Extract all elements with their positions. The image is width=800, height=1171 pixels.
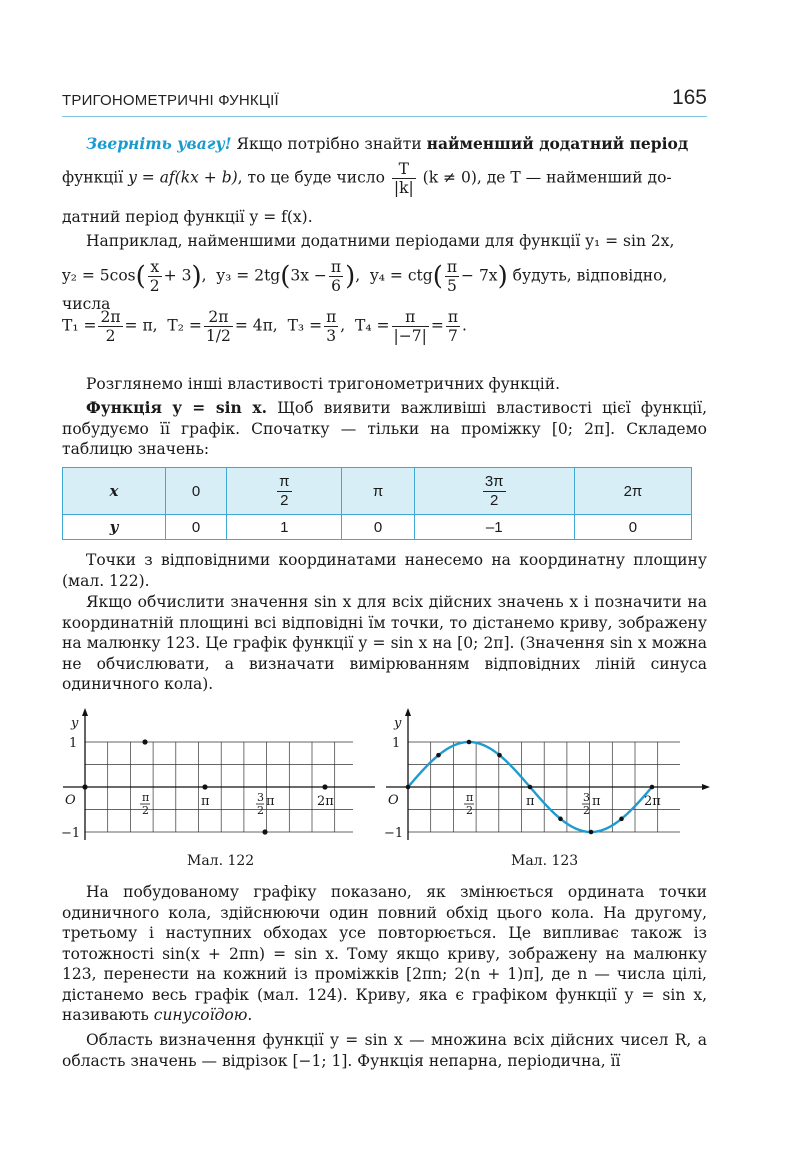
tick-label-3pi-half-den: 2: [583, 804, 590, 817]
tick-label-pi: π: [526, 794, 535, 809]
data-point: [436, 753, 441, 758]
data-point: [589, 830, 594, 835]
data-point: [142, 739, 147, 744]
tick-label-minus-1: −1: [384, 826, 404, 841]
tick-label-2pi: 2π: [644, 794, 661, 809]
graph-paragraph: Якщо обчислити значення sin x для всіх дійсних значень x і позначити на координатній площині всі відповідні їм точки, то дістанемо криву, зображену на малюнку 123. Це графік функції y = sin x на [0; 2π]. (Значення sin x можна не обчислювати, а визначати вимірюванням відповідних ліній синуса одиничного кола).: [62, 593, 707, 693]
values-table: [62, 467, 692, 540]
data-point: [558, 817, 563, 822]
table-row-y: [63, 515, 692, 540]
tick-label-pi-half-num: π: [142, 791, 150, 804]
figure-122: [55, 705, 375, 855]
y-axis-label: y: [71, 716, 79, 731]
attention-tail-line: датний період функції y = f(x).: [62, 208, 313, 226]
tick-label-1: 1: [69, 736, 78, 751]
table-cell: –1: [414, 515, 574, 540]
tick-label-3pi-half-pi: π: [592, 794, 601, 809]
table-cell: $\frac{\pi}{2}$: [227, 468, 342, 515]
data-point: [619, 817, 624, 822]
table-header-y: y: [63, 515, 166, 540]
examples-line-2: y₂ = 5cos( $\frac{x}{2}$ + 3), y₃ = 2tg(3x − $\frac{\pi}{6}$ ), y₄ = ctg( $\frac{\pi}{5}$ − 7x) будуть, відповідно, числа: [62, 258, 668, 313]
tick-label-2pi: 2π: [317, 794, 334, 809]
tick-label-3pi-half-pi: π: [266, 794, 275, 809]
tick-label-3pi-half-den: 2: [257, 804, 264, 817]
tick-label-1: 1: [392, 736, 401, 751]
data-point: [202, 784, 207, 789]
other-properties-line: Розглянемо інші властивості тригонометричних функцій.: [86, 375, 560, 393]
y-axis-arrow: [405, 708, 411, 716]
examples-line-1: Наприклад, найменшими додатними періодами для функції y₁ = sin 2x,: [86, 232, 675, 250]
tick-label-pi-half-num: π: [466, 791, 474, 804]
table-cell: 0: [574, 515, 691, 540]
data-point: [322, 784, 327, 789]
running-header: [62, 88, 707, 117]
smallest-period-term: найменший додатний період: [426, 134, 689, 153]
data-point: [467, 740, 472, 745]
tick-label-pi: π: [201, 794, 210, 809]
sinusoid-term: синусоїдою: [153, 1006, 248, 1024]
tick-label-pi-half-den: 2: [466, 804, 473, 817]
origin-label: O: [65, 793, 76, 808]
tick-label-pi-half-den: 2: [142, 804, 149, 817]
domain-paragraph: Область визначення функції y = sin x — множина всіх дійсних чисел R, а область значень — відрізок [−1; 1]. Функція непарна, періодична, її: [62, 1031, 707, 1070]
attention-formula-line: функції y = af(kx + b), то це буде число $\frac{T}{|k|}$ (k ≠ 0), де T — найменший до-: [62, 160, 672, 197]
general-function-formula: y = af(kx + b): [128, 168, 238, 187]
table-cell: 0: [166, 468, 227, 515]
data-point: [262, 829, 267, 834]
data-point: [406, 785, 411, 790]
table-cell: 0: [166, 515, 227, 540]
periods-line: T₁ = $\frac{2\pi}{2}$ = π, T₂ = $\frac{2\pi}{1/2}$ = 4π, T₃ = $\frac{\pi}{3}$ , T₄ = $\frac{\pi}{|-7|}$ = $\frac{\pi}{7}$ .: [62, 308, 467, 345]
tick-label-3pi-half-num: 3: [257, 791, 264, 804]
table-cell: 0: [342, 515, 414, 540]
data-point: [528, 785, 533, 790]
sine-function-paragraph: Функція y = sin x. Щоб виявити важливіші властивості цієї функції, побудуємо її графік. Спочатку — тільки на проміжку [0; 2π]. Складемо таблицю значень:: [62, 398, 707, 458]
caption-122: Мал. 122: [187, 853, 255, 869]
y-axis-label: y: [394, 716, 402, 731]
table-header-x: x: [63, 468, 166, 515]
caption-123: Мал. 123: [511, 853, 579, 869]
table-cell: 2π: [574, 468, 691, 515]
data-point: [497, 753, 502, 758]
y-axis-arrow: [82, 708, 88, 716]
data-point: [650, 785, 655, 790]
table-cell: π: [342, 468, 414, 515]
points-paragraph: Точки з відповідними координатами нанесемо на координатну площину (мал. 122).: [62, 551, 707, 590]
table-cell: 1: [227, 515, 342, 540]
sine-function-heading: Функція y = sin x.: [86, 398, 268, 417]
sinusoid-paragraph: На побудованому графіку показано, як змінюється ордината точки одиничного кола, здійснюючи один повний обхід цього кола. На другому, третьому і наступних обходах усе повторюється. Це випливає також із тотожності sin(x + 2πn) = sin x. Тому якщо криву, зображену на малюнку 123, перенести на кожний із проміжків [2πn; 2(n + 1)π], де n — числа цілі, дістанемо весь графік (мал. 124). Криву, яка є графіком функції y = sin x, називають синусоїдою.: [62, 883, 707, 1024]
table-row-x: [63, 468, 692, 515]
data-point: [82, 784, 87, 789]
attention-paragraph: Зверніть увагу! Якщо потрібно знайти найменший додатний період: [86, 134, 689, 153]
period-fraction: $\frac{T}{|k|}$: [393, 160, 414, 197]
origin-label: O: [388, 793, 399, 808]
tick-label-minus-1: −1: [61, 826, 81, 841]
tick-label-3pi-half-num: 3: [583, 791, 590, 804]
figure-123: [380, 705, 710, 855]
page-number: 165: [671, 86, 707, 109]
chapter-title: ТРИГОНОМЕТРИЧНІ ФУНКЦІЇ: [62, 92, 279, 109]
attention-label: Зверніть увагу!: [86, 134, 232, 153]
x-axis-arrow: [702, 784, 710, 790]
table-cell: $\frac{3\pi}{2}$: [414, 468, 574, 515]
